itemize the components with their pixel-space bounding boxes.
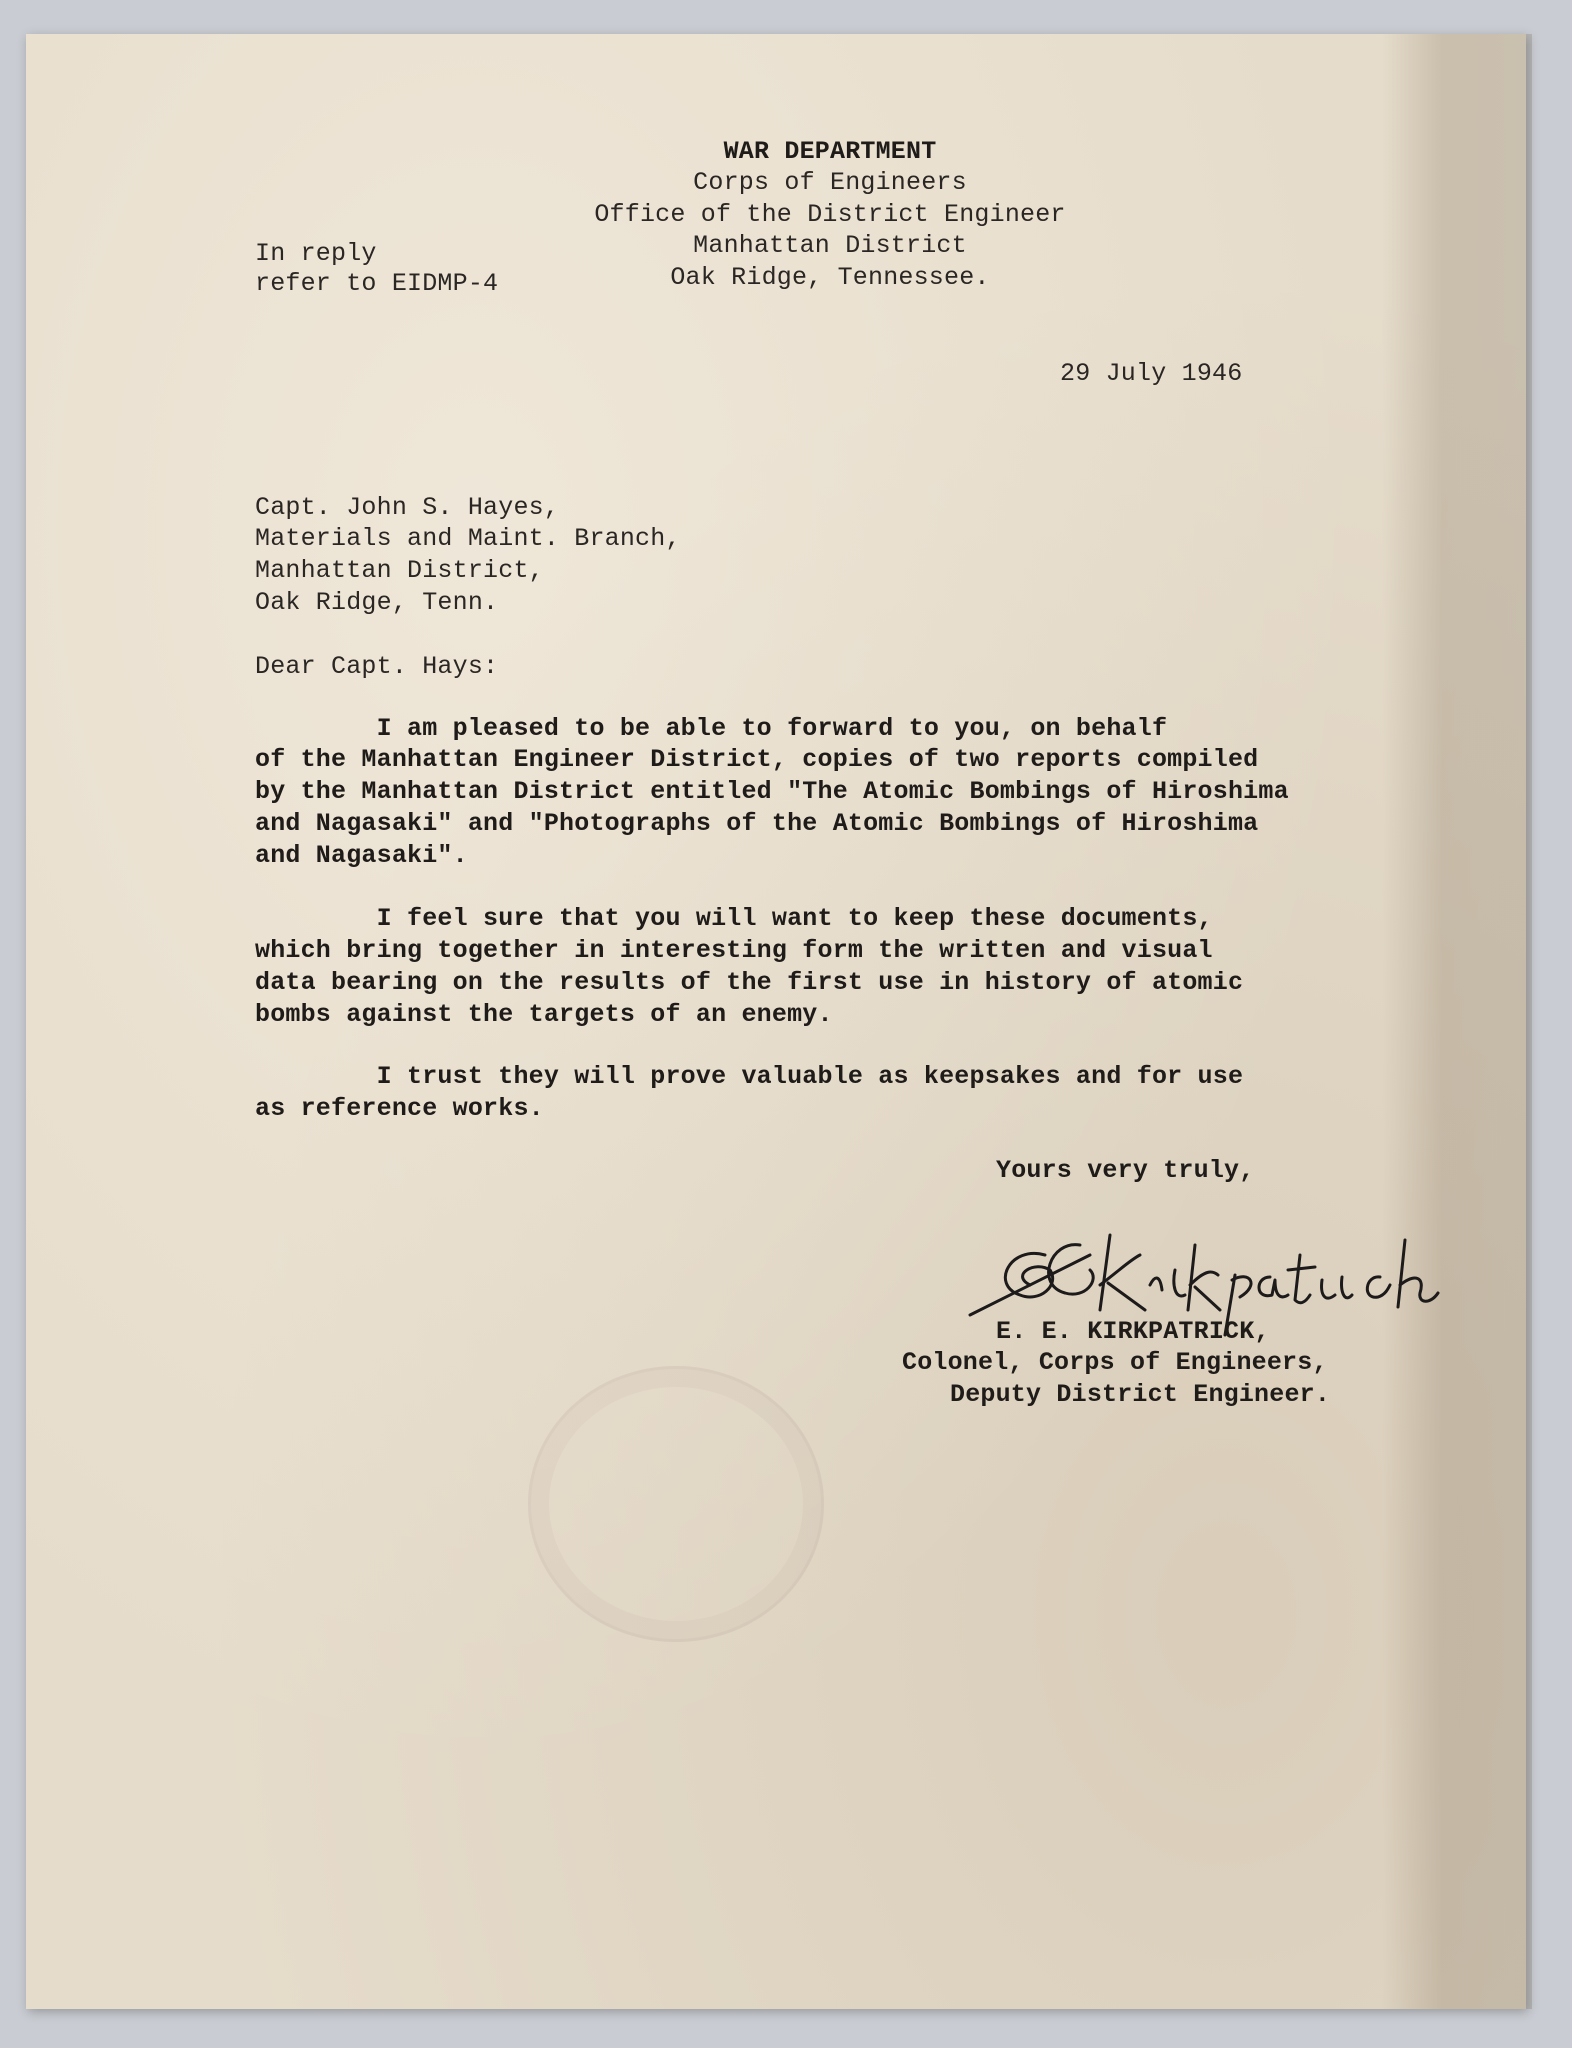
signatory-name: E. E. KIRKPATRICK,: [996, 1317, 1270, 1346]
body-p1-line-4: and Nagasaki" and "Photographs of the Atomic Bombings of Hiroshima: [255, 809, 1259, 838]
signatory-rank: Colonel, Corps of Engineers,: [902, 1348, 1328, 1377]
body-p2-line-1: I feel sure that you will want to keep these documents,: [255, 904, 1213, 933]
reference-line-2: refer to EIDMP-4: [255, 269, 499, 298]
letterhead-department: WAR DEPARTMENT: [723, 137, 937, 166]
body-p3-line-1: I trust they will prove valuable as keepsakes and for use: [255, 1062, 1244, 1091]
letterhead-office: Office of the District Engineer: [594, 200, 1066, 229]
letterhead-corps: Corps of Engineers: [693, 168, 967, 197]
closing: Yours very truly,: [996, 1156, 1255, 1185]
body-p1-line-5: and Nagasaki".: [255, 841, 468, 870]
letterhead-district: Manhattan District: [693, 231, 967, 260]
signatory-position: Deputy District Engineer.: [950, 1380, 1331, 1409]
letter-date: 29 July 1946: [1060, 359, 1243, 388]
body-p2-line-3: data bearing on the results of the first use in history of atomic: [255, 968, 1244, 997]
recipient-city: Oak Ridge, Tenn.: [255, 588, 499, 617]
body-p1-line-2: of the Manhattan Engineer District, copies of two reports compiled: [255, 745, 1259, 774]
recipient-name: Capt. John S. Hayes,: [255, 493, 560, 522]
recipient-branch: Materials and Maint. Branch,: [255, 524, 681, 553]
reference-line-1: In reply: [255, 239, 377, 268]
body-p2-line-4: bombs against the targets of an enemy.: [255, 1000, 833, 1029]
faded-stamp: [528, 1366, 824, 1642]
paper-fold: [1382, 34, 1532, 2009]
body-p1-line-3: by the Manhattan District entitled "The Atomic Bombings of Hiroshima: [255, 777, 1289, 806]
recipient-district: Manhattan District,: [255, 556, 544, 585]
body-p2-line-2: which bring together in interesting form the written and visual: [255, 936, 1213, 965]
body-p3-line-2: as reference works.: [255, 1094, 544, 1123]
letterhead-location: Oak Ridge, Tennessee.: [670, 263, 990, 292]
salutation: Dear Capt. Hays:: [255, 652, 499, 681]
body-p1-line-1: I am pleased to be able to forward to you, on behalf: [255, 714, 1168, 743]
